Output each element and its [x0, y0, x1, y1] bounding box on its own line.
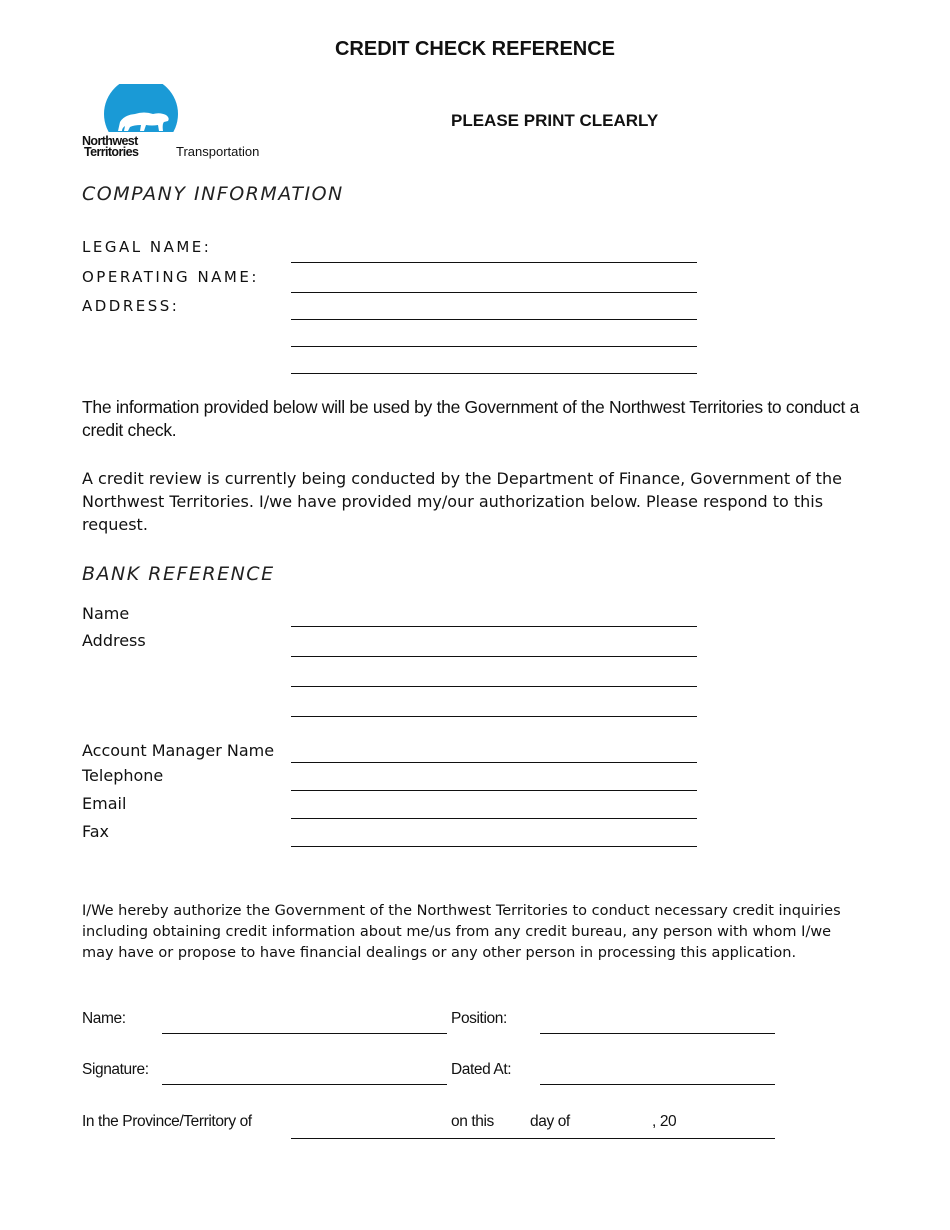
email-field[interactable] [291, 818, 697, 819]
dated-at-label: Dated At: [451, 1061, 512, 1078]
on-this-label: on this [451, 1113, 494, 1130]
signature-field[interactable] [162, 1084, 447, 1085]
position-label: Position: [451, 1010, 507, 1027]
bank-name-label: Name [82, 604, 130, 623]
dated-at-field[interactable] [540, 1084, 775, 1085]
fax-field[interactable] [291, 846, 697, 847]
legal-name-label: LEGAL NAME: [82, 238, 212, 256]
logo-line1: Northwest [82, 134, 138, 148]
page-title: CREDIT CHECK REFERENCE [334, 38, 616, 60]
intro-paragraph-2: A credit review is currently being conducted by the Department of Finance, Government of the Northwest Territories. I/we have provided my/our authorization below. Please respond to this request. [82, 469, 842, 534]
legal-name-field[interactable] [291, 262, 697, 263]
bank-reference-heading: BANK REFERENCE [82, 563, 275, 585]
bank-address-label: Address [82, 631, 146, 650]
address-field-line3[interactable] [291, 373, 697, 374]
date-field[interactable] [447, 1138, 775, 1139]
bank-address-field-line1[interactable] [291, 656, 697, 657]
signature-label: Signature: [82, 1061, 149, 1078]
telephone-label: Telephone [82, 766, 164, 785]
position-field[interactable] [540, 1033, 775, 1034]
logo-line3: Transportation [176, 144, 260, 159]
telephone-field[interactable] [291, 790, 697, 791]
email-label: Email [82, 794, 127, 813]
operating-name-label: OPERATING NAME: [82, 268, 259, 286]
province-label: In the Province/Territory of [82, 1113, 252, 1130]
signer-name-field[interactable] [162, 1033, 447, 1034]
operating-name-field[interactable] [291, 292, 697, 293]
nwt-transportation-logo [80, 84, 280, 160]
print-clearly-notice: PLEASE PRINT CLEARLY [451, 111, 659, 130]
authorization-statement: I/We hereby authorize the Government of the Northwest Territories to conduct necessary credit inquiries including obtaining credit information about me/us from any credit bureau, any person with whom I/we may have or propose to have financial dealings or any other person in processing this application. [82, 903, 841, 961]
intro-paragraph-1: The information provided below will be used by the Government of the Northwest Territories to conduct a credit check. [82, 397, 860, 440]
address-field-line1[interactable] [291, 319, 697, 320]
province-field[interactable] [291, 1138, 447, 1139]
account-manager-field[interactable] [291, 762, 697, 763]
year-label: , 20 [652, 1113, 677, 1130]
logo-line2: Territories [84, 145, 139, 159]
day-of-label: day of [530, 1113, 570, 1130]
account-manager-label: Account Manager Name [82, 741, 275, 760]
bank-address-field-line2[interactable] [291, 686, 697, 687]
fax-label: Fax [82, 822, 110, 841]
address-field-line2[interactable] [291, 346, 697, 347]
bank-address-field-line3[interactable] [291, 716, 697, 717]
polar-bear-logo-icon [80, 84, 280, 160]
signer-name-label: Name: [82, 1010, 126, 1027]
company-info-heading: COMPANY INFORMATION [82, 183, 344, 205]
address-label: ADDRESS: [82, 297, 180, 315]
bank-name-field[interactable] [291, 626, 697, 627]
